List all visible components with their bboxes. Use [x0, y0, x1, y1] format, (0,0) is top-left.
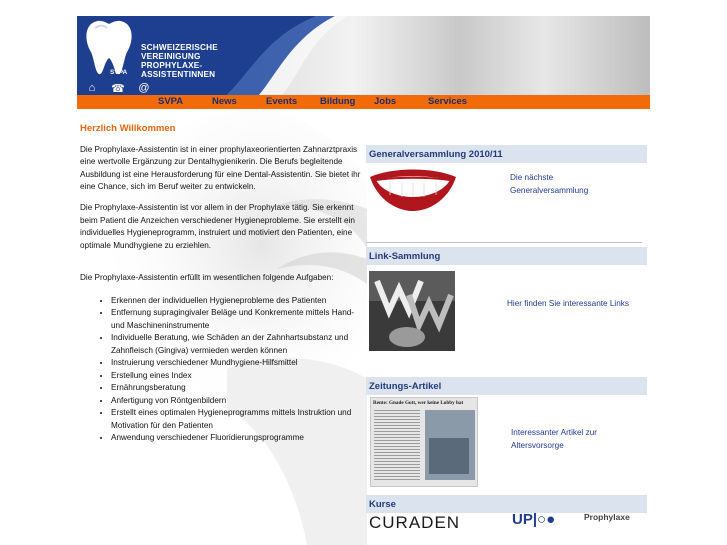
- tooth-logo-icon: [81, 18, 137, 78]
- intro-paragraph: Die Prophylaxe-Assistentin ist in einer prophylaxeorientierten Zahnarztpraxis eine wertvolle Ergänzung zur Dentalhygienikerin. Die Berufs begleitende Ausbildung ist eine Herausforderung für eine Dental-Assistentin. Sie bietet ihr eine Chance, sich im Beruf weiter zu entwickeln.: [80, 144, 361, 192]
- list-item: • Entfernung supragingivaler Beläge und Konkremente mittels Hand- und Maschineninstrumente: [111, 307, 362, 332]
- box-title[interactable]: Generalversammlung 2010/11: [366, 145, 647, 163]
- nav-item-services[interactable]: Services: [428, 96, 468, 107]
- list-item: • Erstellt eines optimalen Hygieneprogramms mittels Instruktion und Motivation für den Patienten: [111, 407, 362, 432]
- generalversammlung-box: [366, 145, 647, 247]
- www-image[interactable]: [369, 271, 455, 351]
- page: [77, 16, 650, 545]
- quick-links: [85, 82, 151, 95]
- site-header: [77, 16, 650, 95]
- link-sammlung-box: [366, 247, 647, 377]
- main-content: [80, 123, 362, 445]
- nav-item-svpa[interactable]: SVPA: [158, 96, 184, 107]
- nav-item-news[interactable]: News: [212, 96, 237, 107]
- logo-label: SVPA: [110, 69, 128, 76]
- list-item: • Individuelle Beratung, wie Schäden an der Zahnhartsubstanz und Zahnfleisch (Gingiva) vermieden werden können: [111, 332, 362, 357]
- task-list: [80, 295, 362, 445]
- newspaper-image[interactable]: [370, 397, 478, 487]
- org-name: [141, 43, 251, 79]
- box-title[interactable]: Link-Sammlung: [366, 247, 647, 265]
- generalversammlung-link[interactable]: Die nächste Generalversammlung: [510, 173, 589, 195]
- main-nav: [77, 95, 650, 109]
- sidebar: [366, 145, 647, 545]
- divider: [366, 242, 642, 243]
- list-item: • Ernährungsberatung: [111, 382, 362, 395]
- box-body: [366, 395, 647, 495]
- tasks-intro: Die Prophylaxe-Assistentin erfüllt im wesentlichen folgende Aufgaben:: [80, 273, 334, 283]
- home-icon[interactable]: ⌂: [88, 82, 96, 94]
- links-link[interactable]: Hier finden Sie interessante Links: [507, 299, 629, 308]
- list-item: • Anfertigung von Röntgenbildern: [111, 395, 362, 408]
- org-name-line: SCHWEIZERISCHE: [141, 43, 218, 52]
- curaden-logo[interactable]: CURADEN: [369, 513, 461, 532]
- list-item: • Erkennen der individuellen Hygieneprobleme des Patienten: [111, 295, 362, 308]
- box-title[interactable]: Zeitungs-Artikel: [366, 377, 647, 395]
- org-name-line: VEREINIGUNG: [141, 52, 201, 61]
- newspaper-headline: Rente: Gnade Gott, wer keine Lobby hat: [373, 400, 464, 406]
- smile-image[interactable]: [368, 167, 458, 211]
- org-name-line: ASSISTENTINNEN: [141, 70, 216, 79]
- phone-icon[interactable]: ☎: [111, 83, 125, 95]
- page-title: Herzlich Willkommen: [80, 123, 176, 134]
- list-item: • Instruierung verschiedener Mundhygiene-Hilfsmittel: [111, 357, 362, 370]
- box-body: [366, 163, 647, 247]
- list-item: • Erstellung eines Index: [111, 370, 362, 383]
- artikel-link[interactable]: Interessanter Artikel zur Altersvorsorge: [511, 428, 598, 450]
- up-logo-text: Prophylaxe: [584, 512, 630, 522]
- email-icon[interactable]: @: [138, 82, 150, 94]
- kurse-box: [366, 495, 647, 545]
- box-body: [366, 265, 647, 377]
- up-logo-mark[interactable]: UP|○●: [512, 511, 556, 528]
- intro-paragraph: Die Prophylaxe-Assistentin ist vor allem in der Prophylaxe tätig. Sie erkennt beim Patient die Anzeichen verschiedener Hygieneprobleme. Sie erstellt ein individuelles Hygieneprogramm, instruiert und motiviert den Patienten, eine optimale Mundhygiene zu erziehlen.: [80, 202, 355, 250]
- list-item: • Anwendung verschiedener Fluoridierungsprogramme: [111, 432, 362, 445]
- box-title[interactable]: Kurse: [366, 495, 647, 513]
- box-body: [366, 513, 647, 545]
- nav-item-bildung[interactable]: Bildung: [320, 96, 356, 107]
- zeitungs-artikel-box: [366, 377, 647, 495]
- nav-item-jobs[interactable]: Jobs: [374, 96, 397, 107]
- nav-item-events[interactable]: Events: [266, 96, 298, 107]
- org-name-line: PROPHYLAXE-: [141, 61, 203, 70]
